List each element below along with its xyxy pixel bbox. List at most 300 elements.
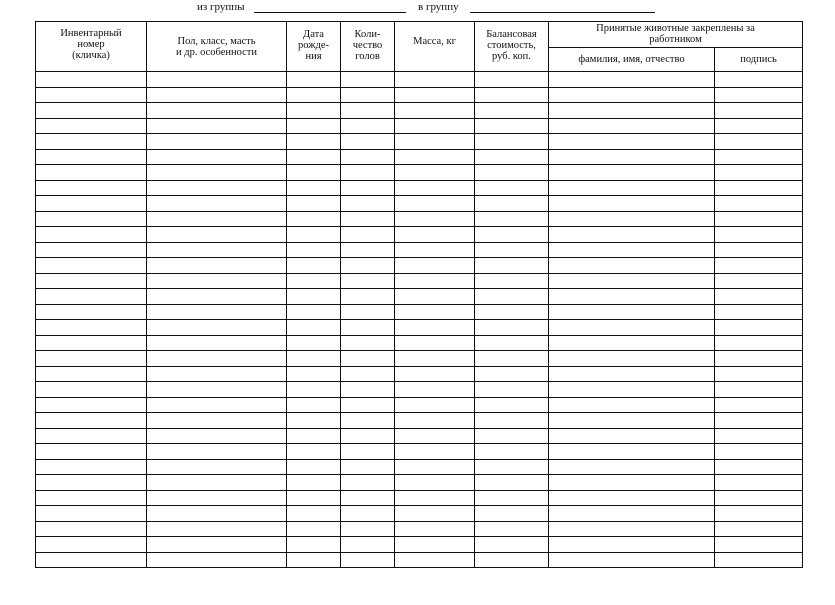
worker-name-cell[interactable]	[549, 521, 715, 537]
head-count-cell[interactable]	[341, 335, 395, 351]
signature-cell[interactable]	[715, 289, 803, 305]
sex-class-cell[interactable]	[147, 428, 287, 444]
signature-cell[interactable]	[715, 134, 803, 150]
worker-name-cell[interactable]	[549, 180, 715, 196]
birth-date-cell[interactable]	[287, 273, 341, 289]
worker-name-cell[interactable]	[549, 413, 715, 429]
signature-cell[interactable]	[715, 273, 803, 289]
signature-cell[interactable]	[715, 320, 803, 336]
birth-date-cell[interactable]	[287, 211, 341, 227]
mass-cell[interactable]	[395, 428, 475, 444]
inventory-cell[interactable]	[36, 289, 147, 305]
signature-cell[interactable]	[715, 211, 803, 227]
table-row	[36, 444, 803, 460]
birth-date-cell[interactable]	[287, 444, 341, 460]
ledger-body	[36, 72, 803, 568]
header-birth-date: Дата рожде- ния	[287, 22, 341, 72]
worker-name-cell[interactable]	[549, 87, 715, 103]
balance-value-cell[interactable]	[475, 397, 549, 413]
table-row	[36, 134, 803, 150]
sex-class-cell[interactable]	[147, 242, 287, 258]
inventory-cell[interactable]	[36, 459, 147, 475]
mass-cell[interactable]	[395, 552, 475, 568]
sex-class-cell[interactable]	[147, 459, 287, 475]
birth-date-cell[interactable]	[287, 165, 341, 181]
worker-name-cell[interactable]	[549, 211, 715, 227]
signature-cell[interactable]	[715, 475, 803, 491]
head-count-cell[interactable]	[341, 428, 395, 444]
birth-date-cell[interactable]	[287, 103, 341, 119]
balance-value-cell[interactable]	[475, 211, 549, 227]
worker-name-cell[interactable]	[549, 118, 715, 134]
worker-name-cell[interactable]	[549, 335, 715, 351]
mass-cell[interactable]	[395, 227, 475, 243]
inventory-cell[interactable]	[36, 211, 147, 227]
mass-cell[interactable]	[395, 72, 475, 88]
inventory-cell[interactable]	[36, 103, 147, 119]
head-count-cell[interactable]	[341, 537, 395, 553]
worker-name-cell[interactable]	[549, 397, 715, 413]
mass-cell[interactable]	[395, 506, 475, 522]
mass-cell[interactable]	[395, 537, 475, 553]
balance-value-cell[interactable]	[475, 273, 549, 289]
table-row	[36, 537, 803, 553]
from-group-field[interactable]	[254, 12, 406, 13]
balance-value-cell[interactable]	[475, 196, 549, 212]
balance-value-cell[interactable]	[475, 72, 549, 88]
head-count-cell[interactable]	[341, 475, 395, 491]
mass-cell[interactable]	[395, 180, 475, 196]
table-row	[36, 351, 803, 367]
head-count-cell[interactable]	[341, 506, 395, 522]
table-row	[36, 475, 803, 491]
inventory-cell[interactable]	[36, 382, 147, 398]
sex-class-cell[interactable]	[147, 149, 287, 165]
head-count-cell[interactable]	[341, 444, 395, 460]
sex-class-cell[interactable]	[147, 413, 287, 429]
inventory-cell[interactable]	[36, 149, 147, 165]
head-count-cell[interactable]	[341, 490, 395, 506]
sex-class-cell[interactable]	[147, 382, 287, 398]
birth-date-cell[interactable]	[287, 320, 341, 336]
birth-date-cell[interactable]	[287, 366, 341, 382]
mass-cell[interactable]	[395, 273, 475, 289]
inventory-cell[interactable]	[36, 475, 147, 491]
balance-value-cell[interactable]	[475, 242, 549, 258]
mass-cell[interactable]	[395, 320, 475, 336]
balance-value-cell[interactable]	[475, 428, 549, 444]
mass-cell[interactable]	[395, 134, 475, 150]
inventory-cell[interactable]	[36, 428, 147, 444]
birth-date-cell[interactable]	[287, 289, 341, 305]
signature-cell[interactable]	[715, 366, 803, 382]
worker-name-cell[interactable]	[549, 428, 715, 444]
head-count-cell[interactable]	[341, 459, 395, 475]
table-row	[36, 211, 803, 227]
mass-cell[interactable]	[395, 258, 475, 274]
table-row	[36, 320, 803, 336]
table-row	[36, 149, 803, 165]
signature-cell[interactable]	[715, 382, 803, 398]
table-row	[36, 103, 803, 119]
head-count-cell[interactable]	[341, 258, 395, 274]
table-row	[36, 258, 803, 274]
sex-class-cell[interactable]	[147, 351, 287, 367]
worker-name-cell[interactable]	[549, 227, 715, 243]
mass-cell[interactable]	[395, 459, 475, 475]
mass-cell[interactable]	[395, 490, 475, 506]
header-mass-kg: Масса, кг	[395, 22, 475, 72]
head-count-cell[interactable]	[341, 413, 395, 429]
birth-date-cell[interactable]	[287, 87, 341, 103]
balance-value-cell[interactable]	[475, 351, 549, 367]
balance-value-cell[interactable]	[475, 521, 549, 537]
worker-name-cell[interactable]	[549, 459, 715, 475]
head-count-cell[interactable]	[341, 211, 395, 227]
signature-cell[interactable]	[715, 459, 803, 475]
mass-cell[interactable]	[395, 118, 475, 134]
sex-class-cell[interactable]	[147, 211, 287, 227]
birth-date-cell[interactable]	[287, 428, 341, 444]
signature-cell[interactable]	[715, 196, 803, 212]
header-sex-class-color: Пол, класс, масть и др. особенности	[147, 22, 287, 72]
to-group-field[interactable]	[470, 12, 655, 13]
balance-value-cell[interactable]	[475, 134, 549, 150]
table-row	[36, 382, 803, 398]
head-count-cell[interactable]	[341, 134, 395, 150]
birth-date-cell[interactable]	[287, 475, 341, 491]
mass-cell[interactable]	[395, 103, 475, 119]
worker-name-cell[interactable]	[549, 506, 715, 522]
inventory-cell[interactable]	[36, 165, 147, 181]
mass-cell[interactable]	[395, 521, 475, 537]
balance-value-cell[interactable]	[475, 382, 549, 398]
signature-cell[interactable]	[715, 428, 803, 444]
inventory-cell[interactable]	[36, 537, 147, 553]
worker-name-cell[interactable]	[549, 242, 715, 258]
signature-cell[interactable]	[715, 413, 803, 429]
worker-name-cell[interactable]	[549, 351, 715, 367]
sex-class-cell[interactable]	[147, 289, 287, 305]
sex-class-cell[interactable]	[147, 320, 287, 336]
signature-cell[interactable]	[715, 165, 803, 181]
birth-date-cell[interactable]	[287, 490, 341, 506]
balance-value-cell[interactable]	[475, 475, 549, 491]
birth-date-cell[interactable]	[287, 413, 341, 429]
worker-name-cell[interactable]	[549, 273, 715, 289]
table-row	[36, 165, 803, 181]
birth-date-cell[interactable]	[287, 227, 341, 243]
inventory-cell[interactable]	[36, 180, 147, 196]
birth-date-cell[interactable]	[287, 459, 341, 475]
worker-name-cell[interactable]	[549, 103, 715, 119]
inventory-cell[interactable]	[36, 304, 147, 320]
balance-value-cell[interactable]	[475, 165, 549, 181]
table-row	[36, 118, 803, 134]
birth-date-cell[interactable]	[287, 397, 341, 413]
signature-cell[interactable]	[715, 180, 803, 196]
header-balance-value: Балансовая стоимость, руб. коп.	[475, 22, 549, 72]
inventory-cell[interactable]	[36, 490, 147, 506]
head-count-cell[interactable]	[341, 397, 395, 413]
signature-cell[interactable]	[715, 506, 803, 522]
sex-class-cell[interactable]	[147, 258, 287, 274]
signature-cell[interactable]	[715, 521, 803, 537]
sex-class-cell[interactable]	[147, 506, 287, 522]
worker-name-cell[interactable]	[549, 490, 715, 506]
head-count-cell[interactable]	[341, 521, 395, 537]
worker-name-cell[interactable]	[549, 196, 715, 212]
birth-date-cell[interactable]	[287, 134, 341, 150]
balance-value-cell[interactable]	[475, 490, 549, 506]
sex-class-cell[interactable]	[147, 475, 287, 491]
signature-cell[interactable]	[715, 444, 803, 460]
mass-cell[interactable]	[395, 289, 475, 305]
balance-value-cell[interactable]	[475, 289, 549, 305]
worker-name-cell[interactable]	[549, 552, 715, 568]
signature-cell[interactable]	[715, 242, 803, 258]
signature-cell[interactable]	[715, 103, 803, 119]
mass-cell[interactable]	[395, 211, 475, 227]
mass-cell[interactable]	[395, 335, 475, 351]
worker-name-cell[interactable]	[549, 320, 715, 336]
signature-cell[interactable]	[715, 72, 803, 88]
inventory-cell[interactable]	[36, 335, 147, 351]
signature-cell[interactable]	[715, 149, 803, 165]
balance-value-cell[interactable]	[475, 320, 549, 336]
head-count-cell[interactable]	[341, 149, 395, 165]
inventory-cell[interactable]	[36, 242, 147, 258]
signature-cell[interactable]	[715, 490, 803, 506]
sex-class-cell[interactable]	[147, 537, 287, 553]
mass-cell[interactable]	[395, 242, 475, 258]
signature-cell[interactable]	[715, 351, 803, 367]
head-count-cell[interactable]	[341, 289, 395, 305]
table-row	[36, 227, 803, 243]
sex-class-cell[interactable]	[147, 552, 287, 568]
inventory-cell[interactable]	[36, 227, 147, 243]
inventory-cell[interactable]	[36, 521, 147, 537]
inventory-cell[interactable]	[36, 413, 147, 429]
mass-cell[interactable]	[395, 444, 475, 460]
balance-value-cell[interactable]	[475, 335, 549, 351]
sex-class-cell[interactable]	[147, 366, 287, 382]
birth-date-cell[interactable]	[287, 149, 341, 165]
worker-name-cell[interactable]	[549, 258, 715, 274]
inventory-cell[interactable]	[36, 397, 147, 413]
head-count-cell[interactable]	[341, 196, 395, 212]
birth-date-cell[interactable]	[287, 180, 341, 196]
balance-value-cell[interactable]	[475, 537, 549, 553]
head-count-cell[interactable]	[341, 351, 395, 367]
inventory-cell[interactable]	[36, 552, 147, 568]
worker-name-cell[interactable]	[549, 289, 715, 305]
head-count-cell[interactable]	[341, 242, 395, 258]
table-row	[36, 242, 803, 258]
birth-date-cell[interactable]	[287, 351, 341, 367]
balance-value-cell[interactable]	[475, 87, 549, 103]
mass-cell[interactable]	[395, 351, 475, 367]
sex-class-cell[interactable]	[147, 196, 287, 212]
signature-cell[interactable]	[715, 537, 803, 553]
birth-date-cell[interactable]	[287, 196, 341, 212]
mass-cell[interactable]	[395, 382, 475, 398]
mass-cell[interactable]	[395, 413, 475, 429]
inventory-cell[interactable]	[36, 320, 147, 336]
balance-value-cell[interactable]	[475, 413, 549, 429]
table-row	[36, 490, 803, 506]
birth-date-cell[interactable]	[287, 537, 341, 553]
inventory-cell[interactable]	[36, 258, 147, 274]
birth-date-cell[interactable]	[287, 335, 341, 351]
sex-class-cell[interactable]	[147, 118, 287, 134]
worker-name-cell[interactable]	[549, 134, 715, 150]
birth-date-cell[interactable]	[287, 242, 341, 258]
signature-cell[interactable]	[715, 335, 803, 351]
signature-cell[interactable]	[715, 397, 803, 413]
worker-name-cell[interactable]	[549, 165, 715, 181]
worker-name-cell[interactable]	[549, 72, 715, 88]
head-count-cell[interactable]	[341, 180, 395, 196]
head-count-cell[interactable]	[341, 227, 395, 243]
inventory-cell[interactable]	[36, 351, 147, 367]
balance-value-cell[interactable]	[475, 227, 549, 243]
inventory-cell[interactable]	[36, 506, 147, 522]
head-count-cell[interactable]	[341, 366, 395, 382]
mass-cell[interactable]	[395, 304, 475, 320]
worker-name-cell[interactable]	[549, 304, 715, 320]
sex-class-cell[interactable]	[147, 397, 287, 413]
sex-class-cell[interactable]	[147, 180, 287, 196]
table-row	[36, 428, 803, 444]
transfer-ledger-table	[35, 21, 803, 568]
birth-date-cell[interactable]	[287, 552, 341, 568]
sex-class-cell[interactable]	[147, 72, 287, 88]
sex-class-cell[interactable]	[147, 165, 287, 181]
sex-class-cell[interactable]	[147, 335, 287, 351]
header-head-count: Коли- чество голов	[341, 22, 395, 72]
inventory-cell[interactable]	[36, 444, 147, 460]
mass-cell[interactable]	[395, 196, 475, 212]
balance-value-cell[interactable]	[475, 258, 549, 274]
head-count-cell[interactable]	[341, 320, 395, 336]
inventory-cell[interactable]	[36, 118, 147, 134]
mass-cell[interactable]	[395, 165, 475, 181]
table-row	[36, 366, 803, 382]
table-row	[36, 506, 803, 522]
birth-date-cell[interactable]	[287, 258, 341, 274]
header-inventory-number: Инвентарный номер (кличка)	[36, 22, 147, 72]
table-row	[36, 335, 803, 351]
header-assigned-to-worker: Принятые животные закреплены за работником	[549, 22, 803, 48]
signature-cell[interactable]	[715, 87, 803, 103]
worker-name-cell[interactable]	[549, 149, 715, 165]
worker-name-cell[interactable]	[549, 475, 715, 491]
from-group-label: из группы	[197, 1, 245, 13]
signature-cell[interactable]	[715, 304, 803, 320]
birth-date-cell[interactable]	[287, 521, 341, 537]
sex-class-cell[interactable]	[147, 227, 287, 243]
mass-cell[interactable]	[395, 87, 475, 103]
birth-date-cell[interactable]	[287, 506, 341, 522]
signature-cell[interactable]	[715, 227, 803, 243]
balance-value-cell[interactable]	[475, 444, 549, 460]
head-count-cell[interactable]	[341, 552, 395, 568]
inventory-cell[interactable]	[36, 134, 147, 150]
worker-name-cell[interactable]	[549, 537, 715, 553]
head-count-cell[interactable]	[341, 165, 395, 181]
sex-class-cell[interactable]	[147, 521, 287, 537]
mass-cell[interactable]	[395, 397, 475, 413]
mass-cell[interactable]	[395, 366, 475, 382]
sex-class-cell[interactable]	[147, 134, 287, 150]
signature-cell[interactable]	[715, 118, 803, 134]
inventory-cell[interactable]	[36, 72, 147, 88]
birth-date-cell[interactable]	[287, 118, 341, 134]
balance-value-cell[interactable]	[475, 506, 549, 522]
table-row	[36, 289, 803, 305]
sex-class-cell[interactable]	[147, 87, 287, 103]
balance-value-cell[interactable]	[475, 118, 549, 134]
head-count-cell[interactable]	[341, 87, 395, 103]
sex-class-cell[interactable]	[147, 103, 287, 119]
table-row	[36, 459, 803, 475]
balance-value-cell[interactable]	[475, 149, 549, 165]
balance-value-cell[interactable]	[475, 180, 549, 196]
inventory-cell[interactable]	[36, 366, 147, 382]
header-worker-full-name: фамилия, имя, отчество	[549, 48, 715, 72]
birth-date-cell[interactable]	[287, 382, 341, 398]
worker-name-cell[interactable]	[549, 366, 715, 382]
inventory-cell[interactable]	[36, 196, 147, 212]
worker-name-cell[interactable]	[549, 382, 715, 398]
sex-class-cell[interactable]	[147, 273, 287, 289]
inventory-cell[interactable]	[36, 87, 147, 103]
birth-date-cell[interactable]	[287, 72, 341, 88]
head-count-cell[interactable]	[341, 382, 395, 398]
table-row	[36, 72, 803, 88]
table-row	[36, 180, 803, 196]
balance-value-cell[interactable]	[475, 366, 549, 382]
balance-value-cell[interactable]	[475, 552, 549, 568]
inventory-cell[interactable]	[36, 273, 147, 289]
table-row	[36, 521, 803, 537]
table-row	[36, 413, 803, 429]
table-row	[36, 552, 803, 568]
head-count-cell[interactable]	[341, 103, 395, 119]
head-count-cell[interactable]	[341, 304, 395, 320]
table-row	[36, 304, 803, 320]
header-signature: подпись	[715, 48, 803, 72]
sex-class-cell[interactable]	[147, 444, 287, 460]
head-count-cell[interactable]	[341, 72, 395, 88]
mass-cell[interactable]	[395, 475, 475, 491]
table-row	[36, 196, 803, 212]
sex-class-cell[interactable]	[147, 490, 287, 506]
head-count-cell[interactable]	[341, 118, 395, 134]
table-row	[36, 397, 803, 413]
balance-value-cell[interactable]	[475, 459, 549, 475]
sex-class-cell[interactable]	[147, 304, 287, 320]
worker-name-cell[interactable]	[549, 444, 715, 460]
mass-cell[interactable]	[395, 149, 475, 165]
balance-value-cell[interactable]	[475, 103, 549, 119]
signature-cell[interactable]	[715, 258, 803, 274]
head-count-cell[interactable]	[341, 273, 395, 289]
signature-cell[interactable]	[715, 552, 803, 568]
balance-value-cell[interactable]	[475, 304, 549, 320]
birth-date-cell[interactable]	[287, 304, 341, 320]
